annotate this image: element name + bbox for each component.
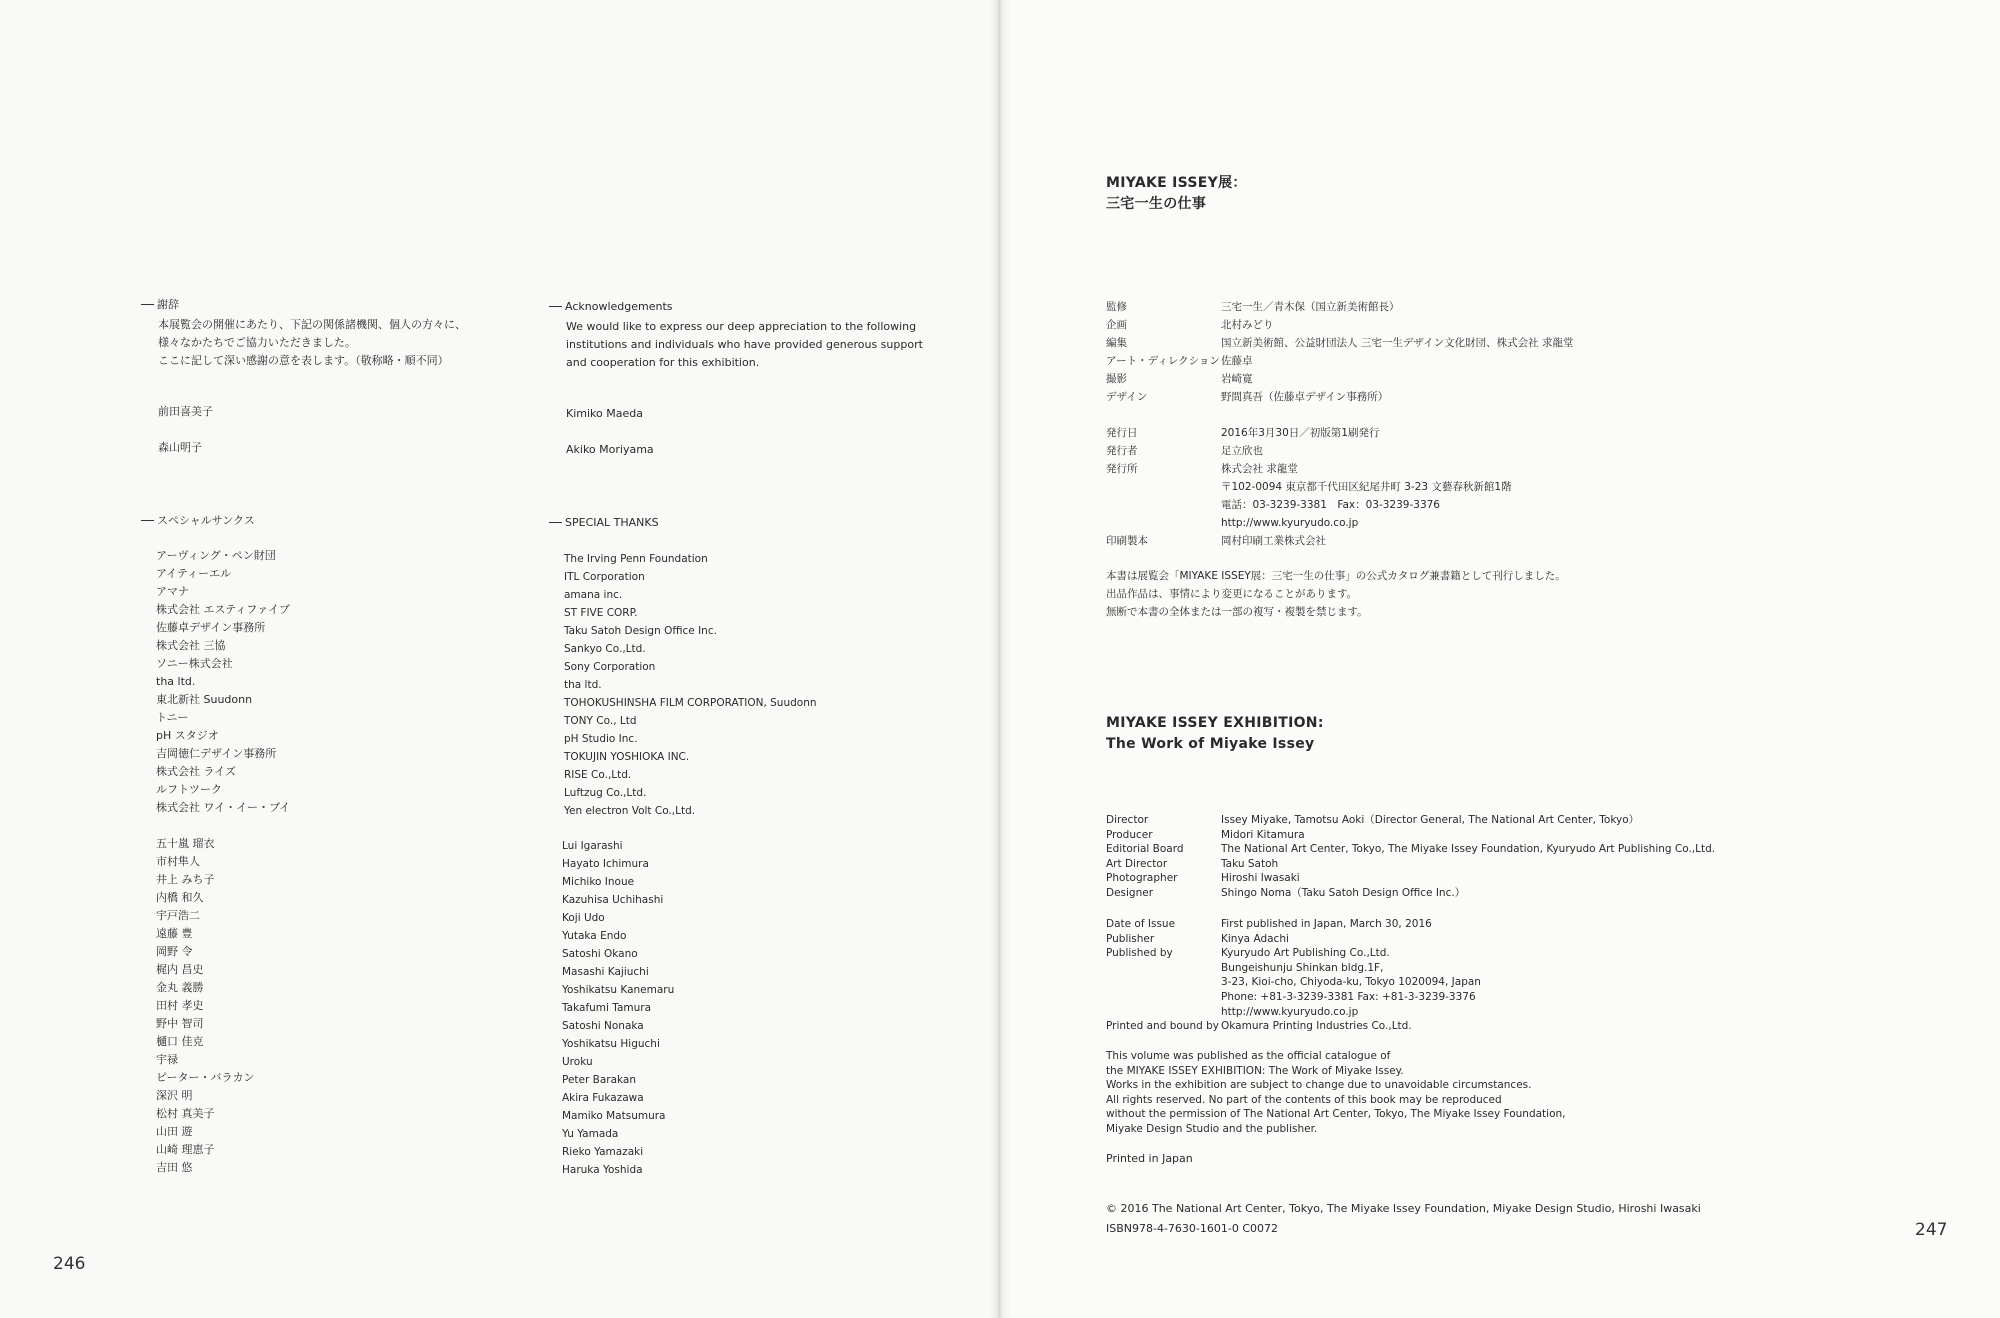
credit-value: 北村みどり: [1221, 319, 1274, 331]
publish-value: 2016年3月30日／初版第1刷発行: [1221, 427, 1380, 439]
heading-dash: [549, 522, 562, 523]
list-item: 株式会社 エスティファイブ: [156, 603, 290, 616]
thanks-ja-heading: スペシャルサンクス: [141, 512, 255, 528]
credit-label: 編集: [1106, 337, 1127, 349]
ack-en-body: [566, 318, 923, 372]
publish-label: 発行日: [1106, 427, 1138, 439]
publish-value: http://www.kyuryudo.co.jp: [1221, 517, 1359, 529]
list-item: 株式会社 三協: [156, 639, 226, 652]
list-item: ソニー株式会社: [156, 657, 233, 670]
credit-label: アート・ディレクション: [1106, 355, 1220, 367]
ack-en-line: We would like to express our deep appreciation to the following: [566, 320, 917, 333]
note-line: the MIYAKE ISSEY EXHIBITION: The Work of Miyake Issey.: [1106, 1064, 1404, 1077]
publish-label: [1106, 1005, 1221, 1020]
note-line: 出品作品は、事情により変更になることがあります。: [1106, 588, 1358, 600]
list-item: ST FIVE CORP.: [564, 607, 638, 619]
list-item: Yutaka Endo: [562, 930, 627, 942]
publish-value: 足立欣也: [1221, 445, 1263, 457]
list-item: Yu Yamada: [562, 1128, 619, 1140]
publish-value: 〒102-0094 東京都千代田区紀尾井町 3-23 文藝春秋新館1階: [1221, 481, 1512, 493]
list-item: 深沢 明: [156, 1089, 193, 1102]
right-page: [1000, 0, 2000, 1318]
note-line: Works in the exhibition are subject to change due to unavoidable circumstances.: [1106, 1079, 1532, 1092]
list-item: Sankyo Co.,Ltd.: [564, 643, 646, 655]
publish-label: [1106, 990, 1221, 1005]
publish-label: [1106, 514, 1221, 532]
list-item: tha ltd.: [156, 675, 196, 688]
list-item: amana inc.: [564, 589, 623, 601]
page-number-left: 246: [53, 1254, 86, 1274]
list-item: pH Studio Inc.: [564, 733, 638, 745]
list-item: Lui Igarashi: [562, 840, 623, 852]
credit-label: 企画: [1106, 319, 1127, 331]
list-item: 山田 遊: [156, 1125, 193, 1138]
publish-ja: [1106, 424, 1512, 550]
list-item: Hayato Ichimura: [562, 858, 649, 870]
credit-value: Shingo Noma（Taku Satoh Design Office Inc.）: [1221, 886, 1466, 899]
credit-label: Photographer: [1106, 872, 1178, 885]
ack-en-line: institutions and individuals who have provided generous support: [566, 338, 923, 351]
publish-label: [1106, 975, 1221, 990]
list-item: Uroku: [562, 1056, 593, 1068]
list-item: Kazuhisa Uchihashi: [562, 894, 664, 906]
credit-label: 撮影: [1106, 373, 1127, 385]
publish-value: 電話：03-3239-3381 Fax：03-3239-3376: [1221, 499, 1440, 511]
credit-value: Midori Kitamura: [1221, 828, 1305, 841]
list-item: ピーター・バラカン: [156, 1071, 255, 1084]
list-item: Akira Fukazawa: [562, 1092, 644, 1104]
list-item: トニー: [156, 711, 189, 724]
list-item: Mamiko Matsumura: [562, 1110, 666, 1122]
publish-value: Kyuryudo Art Publishing Co.,Ltd.: [1221, 947, 1390, 960]
publish-value: Phone: +81-3-3239-3381 Fax: +81-3-3239-3376: [1221, 990, 1476, 1003]
note-line: Miyake Design Studio and the publisher.: [1106, 1122, 1318, 1135]
list-item: 株式会社 ライズ: [156, 765, 237, 778]
list-item: Rieko Yamazaki: [562, 1146, 644, 1158]
heading-dash: [141, 520, 154, 521]
note-line: without the permission of The National Art Center, Tokyo, The Miyake Issey Foundation,: [1106, 1108, 1566, 1121]
list-item: Yoshikatsu Higuchi: [562, 1038, 660, 1050]
list-item: 野中 智司: [156, 1017, 204, 1030]
list-item: 吉岡徳仁デザイン事務所: [156, 747, 277, 760]
thanks-en-organizations: [564, 550, 817, 820]
list-item: 梶内 昌史: [156, 963, 204, 976]
publish-value: Kinya Adachi: [1221, 932, 1289, 945]
list-item: Koji Udo: [562, 912, 605, 924]
publish-value: http://www.kyuryudo.co.jp: [1221, 1005, 1359, 1018]
publish-label: Published by: [1106, 947, 1173, 960]
list-item: 井上 みち子: [156, 873, 215, 886]
credit-label: 監修: [1106, 301, 1127, 313]
publish-label: 発行者: [1106, 445, 1138, 457]
publish-label: [1106, 961, 1221, 976]
list-item: 田村 孝史: [156, 999, 204, 1012]
list-item: 宇禄: [156, 1053, 178, 1066]
list-item: Satoshi Okano: [562, 948, 638, 960]
list-item: 山崎 理恵子: [156, 1143, 215, 1156]
list-item: 岡野 令: [156, 945, 193, 958]
list-item: 内橋 和久: [156, 891, 204, 904]
ack-ja-name: 森山明子: [158, 441, 202, 454]
note-line: All rights reserved. No part of the contents of this book may be reproduced: [1106, 1093, 1502, 1106]
ack-ja-body: [158, 316, 466, 370]
list-item: 佐藤卓デザイン事務所: [156, 621, 266, 634]
ack-ja-line: 様々なかたちでご協力いただきました。: [158, 336, 356, 349]
ack-ja-name: 前田喜美子: [158, 405, 213, 418]
thanks-ja-people: [156, 835, 255, 1177]
list-item: アーヴィング・ペン財団: [156, 549, 276, 562]
publish-value: Bungeishunju Shinkan bldg.1F,: [1221, 961, 1384, 974]
credit-value: Hiroshi Iwasaki: [1221, 872, 1300, 885]
ack-en-heading: Acknowledgements: [549, 300, 673, 313]
list-item: 松村 真美子: [156, 1107, 215, 1120]
list-item: TONY Co., Ltd: [564, 715, 637, 727]
list-item: 遠藤 豊: [156, 927, 193, 940]
list-item: ITL Corporation: [564, 571, 645, 583]
ack-ja-line: 本展覧会の開催にあたり、下記の関係諸機関、個人の方々に、: [158, 318, 466, 331]
list-item: Yoshikatsu Kanemaru: [562, 984, 675, 996]
credit-label: Designer: [1106, 886, 1154, 899]
list-item: アマナ: [156, 585, 189, 598]
publish-value: First published in Japan, March 30, 2016: [1221, 918, 1432, 930]
ack-ja-heading: 謝辞: [141, 296, 179, 312]
printed-in: Printed in Japan: [1106, 1152, 1193, 1165]
list-item: アイティーエル: [156, 567, 232, 580]
list-item: 樋口 佳克: [156, 1035, 204, 1048]
note-line: 無断で本書の全体または一部の複写・複製を禁じます。: [1106, 606, 1368, 618]
list-item: RISE Co.,Ltd.: [564, 769, 632, 781]
ack-en-name: Kimiko Maeda: [566, 407, 643, 420]
list-item: 金丸 義勝: [156, 981, 204, 994]
credit-value: 岩崎寛: [1221, 373, 1253, 385]
title-en-line: MIYAKE ISSEY EXHIBITION:: [1106, 715, 1324, 731]
copyright: © 2016 The National Art Center, Tokyo, The Miyake Issey Foundation, Miyake Design Studio, Hiroshi Iwasaki: [1106, 1202, 1701, 1215]
ack-en-line: and cooperation for this exhibition.: [566, 356, 760, 369]
note-line: This volume was published as the official catalogue of: [1106, 1050, 1391, 1062]
thanks-en-heading: SPECIAL THANKS: [549, 516, 659, 529]
publish-label: [1106, 478, 1221, 496]
publish-value: 岡村印刷工業株式会社: [1221, 535, 1326, 547]
credits-ja: [1106, 298, 1573, 406]
left-page: [0, 0, 998, 1318]
credit-label: Editorial Board: [1106, 843, 1184, 856]
list-item: tha ltd.: [564, 679, 602, 691]
credit-value: 佐藤卓: [1221, 355, 1253, 367]
list-item: 宇戸浩二: [156, 909, 200, 922]
credits-en: [1106, 813, 1715, 901]
isbn: ISBN978-4-7630-1601-0 C0072: [1106, 1222, 1279, 1235]
list-item: ルフトツーク: [156, 783, 222, 796]
list-item: 五十嵐 瑠衣: [156, 837, 215, 850]
note-en: [1106, 1049, 1566, 1137]
publish-en: [1106, 917, 1481, 1034]
page-number-right: 247: [1915, 1220, 1948, 1240]
thanks-en-people: [562, 837, 674, 1179]
title-ja-line: 三宅一生の仕事: [1106, 196, 1207, 212]
credit-value: The National Art Center, Tokyo, The Miyake Issey Foundation, Kyuryudo Art Publishing Co.,Ltd.: [1221, 843, 1716, 856]
list-item: Haruka Yoshida: [562, 1164, 643, 1176]
credit-value: 国立新美術館、公益財団法人 三宅一生デザイン文化財団、株式会社 求龍堂: [1221, 337, 1574, 349]
credit-value: Taku Satoh: [1221, 857, 1279, 870]
credit-value: Issey Miyake, Tamotsu Aoki（Director General, The National Art Center, Tokyo）: [1221, 814, 1640, 826]
title-en: [1106, 713, 1324, 755]
publish-value: Okamura Printing Industries Co.,Ltd.: [1221, 1020, 1412, 1033]
list-item: 株式会社 ワイ・イー・ブイ: [156, 801, 291, 814]
credit-value: 野間真吾（佐藤卓デザイン事務所）: [1221, 391, 1389, 403]
credit-label: Producer: [1106, 828, 1153, 841]
list-item: Takafumi Tamura: [562, 1002, 652, 1014]
publish-value: 3-23, Kioi-cho, Chiyoda-ku, Tokyo 1020094, Japan: [1221, 976, 1481, 989]
list-item: TOHOKUSHINSHA FILM CORPORATION, Suudonn: [564, 697, 817, 709]
list-item: Sony Corporation: [564, 661, 656, 673]
credit-label: デザイン: [1106, 391, 1148, 403]
publish-label: 発行所: [1106, 463, 1138, 475]
title-ja-line: MIYAKE ISSEY展：: [1106, 175, 1247, 191]
ack-ja-line: ここに記して深い感謝の意を表します。（敬称略・順不同）: [158, 354, 449, 367]
list-item: Peter Barakan: [562, 1074, 637, 1086]
credit-label: Director: [1106, 814, 1149, 826]
list-item: 吉田 悠: [156, 1161, 193, 1174]
publish-label: Printed and bound by: [1106, 1020, 1219, 1033]
heading-dash: [141, 304, 154, 305]
publish-label: Publisher: [1106, 932, 1155, 945]
list-item: pH スタジオ: [156, 729, 219, 742]
title-ja: [1106, 173, 1247, 215]
list-item: Satoshi Nonaka: [562, 1020, 644, 1032]
book-gutter-shadow: [990, 0, 1010, 1318]
note-line: 本書は展覧会「MIYAKE ISSEY展：三宅一生の仕事」の公式カタログ兼書籍として刊行しました。: [1106, 570, 1566, 582]
publish-label: Date of Issue: [1106, 918, 1176, 930]
list-item: TOKUJIN YOSHIOKA INC.: [564, 751, 690, 763]
note-ja: [1106, 567, 1566, 621]
publish-value: 株式会社 求龍堂: [1221, 463, 1298, 475]
list-item: Masashi Kajiuchi: [562, 966, 649, 978]
list-item: 市村隼人: [156, 855, 200, 868]
list-item: The Irving Penn Foundation: [564, 553, 708, 565]
list-item: Taku Satoh Design Office Inc.: [564, 625, 717, 637]
publish-label: [1106, 496, 1221, 514]
title-en-line: The Work of Miyake Issey: [1106, 736, 1315, 752]
ack-en-name: Akiko Moriyama: [566, 443, 654, 456]
heading-dash: [549, 306, 562, 307]
list-item: Yen electron Volt Co.,Ltd.: [564, 805, 696, 817]
list-item: Michiko Inoue: [562, 876, 635, 888]
credit-value: 三宅一生／青木保（国立新美術館長）: [1221, 301, 1400, 313]
thanks-ja-organizations: [156, 547, 290, 817]
credit-label: Art Director: [1106, 857, 1168, 870]
publish-label: 印刷製本: [1106, 535, 1148, 547]
list-item: 東北新社 Suudonn: [156, 693, 253, 706]
list-item: Luftzug Co.,Ltd.: [564, 787, 647, 799]
